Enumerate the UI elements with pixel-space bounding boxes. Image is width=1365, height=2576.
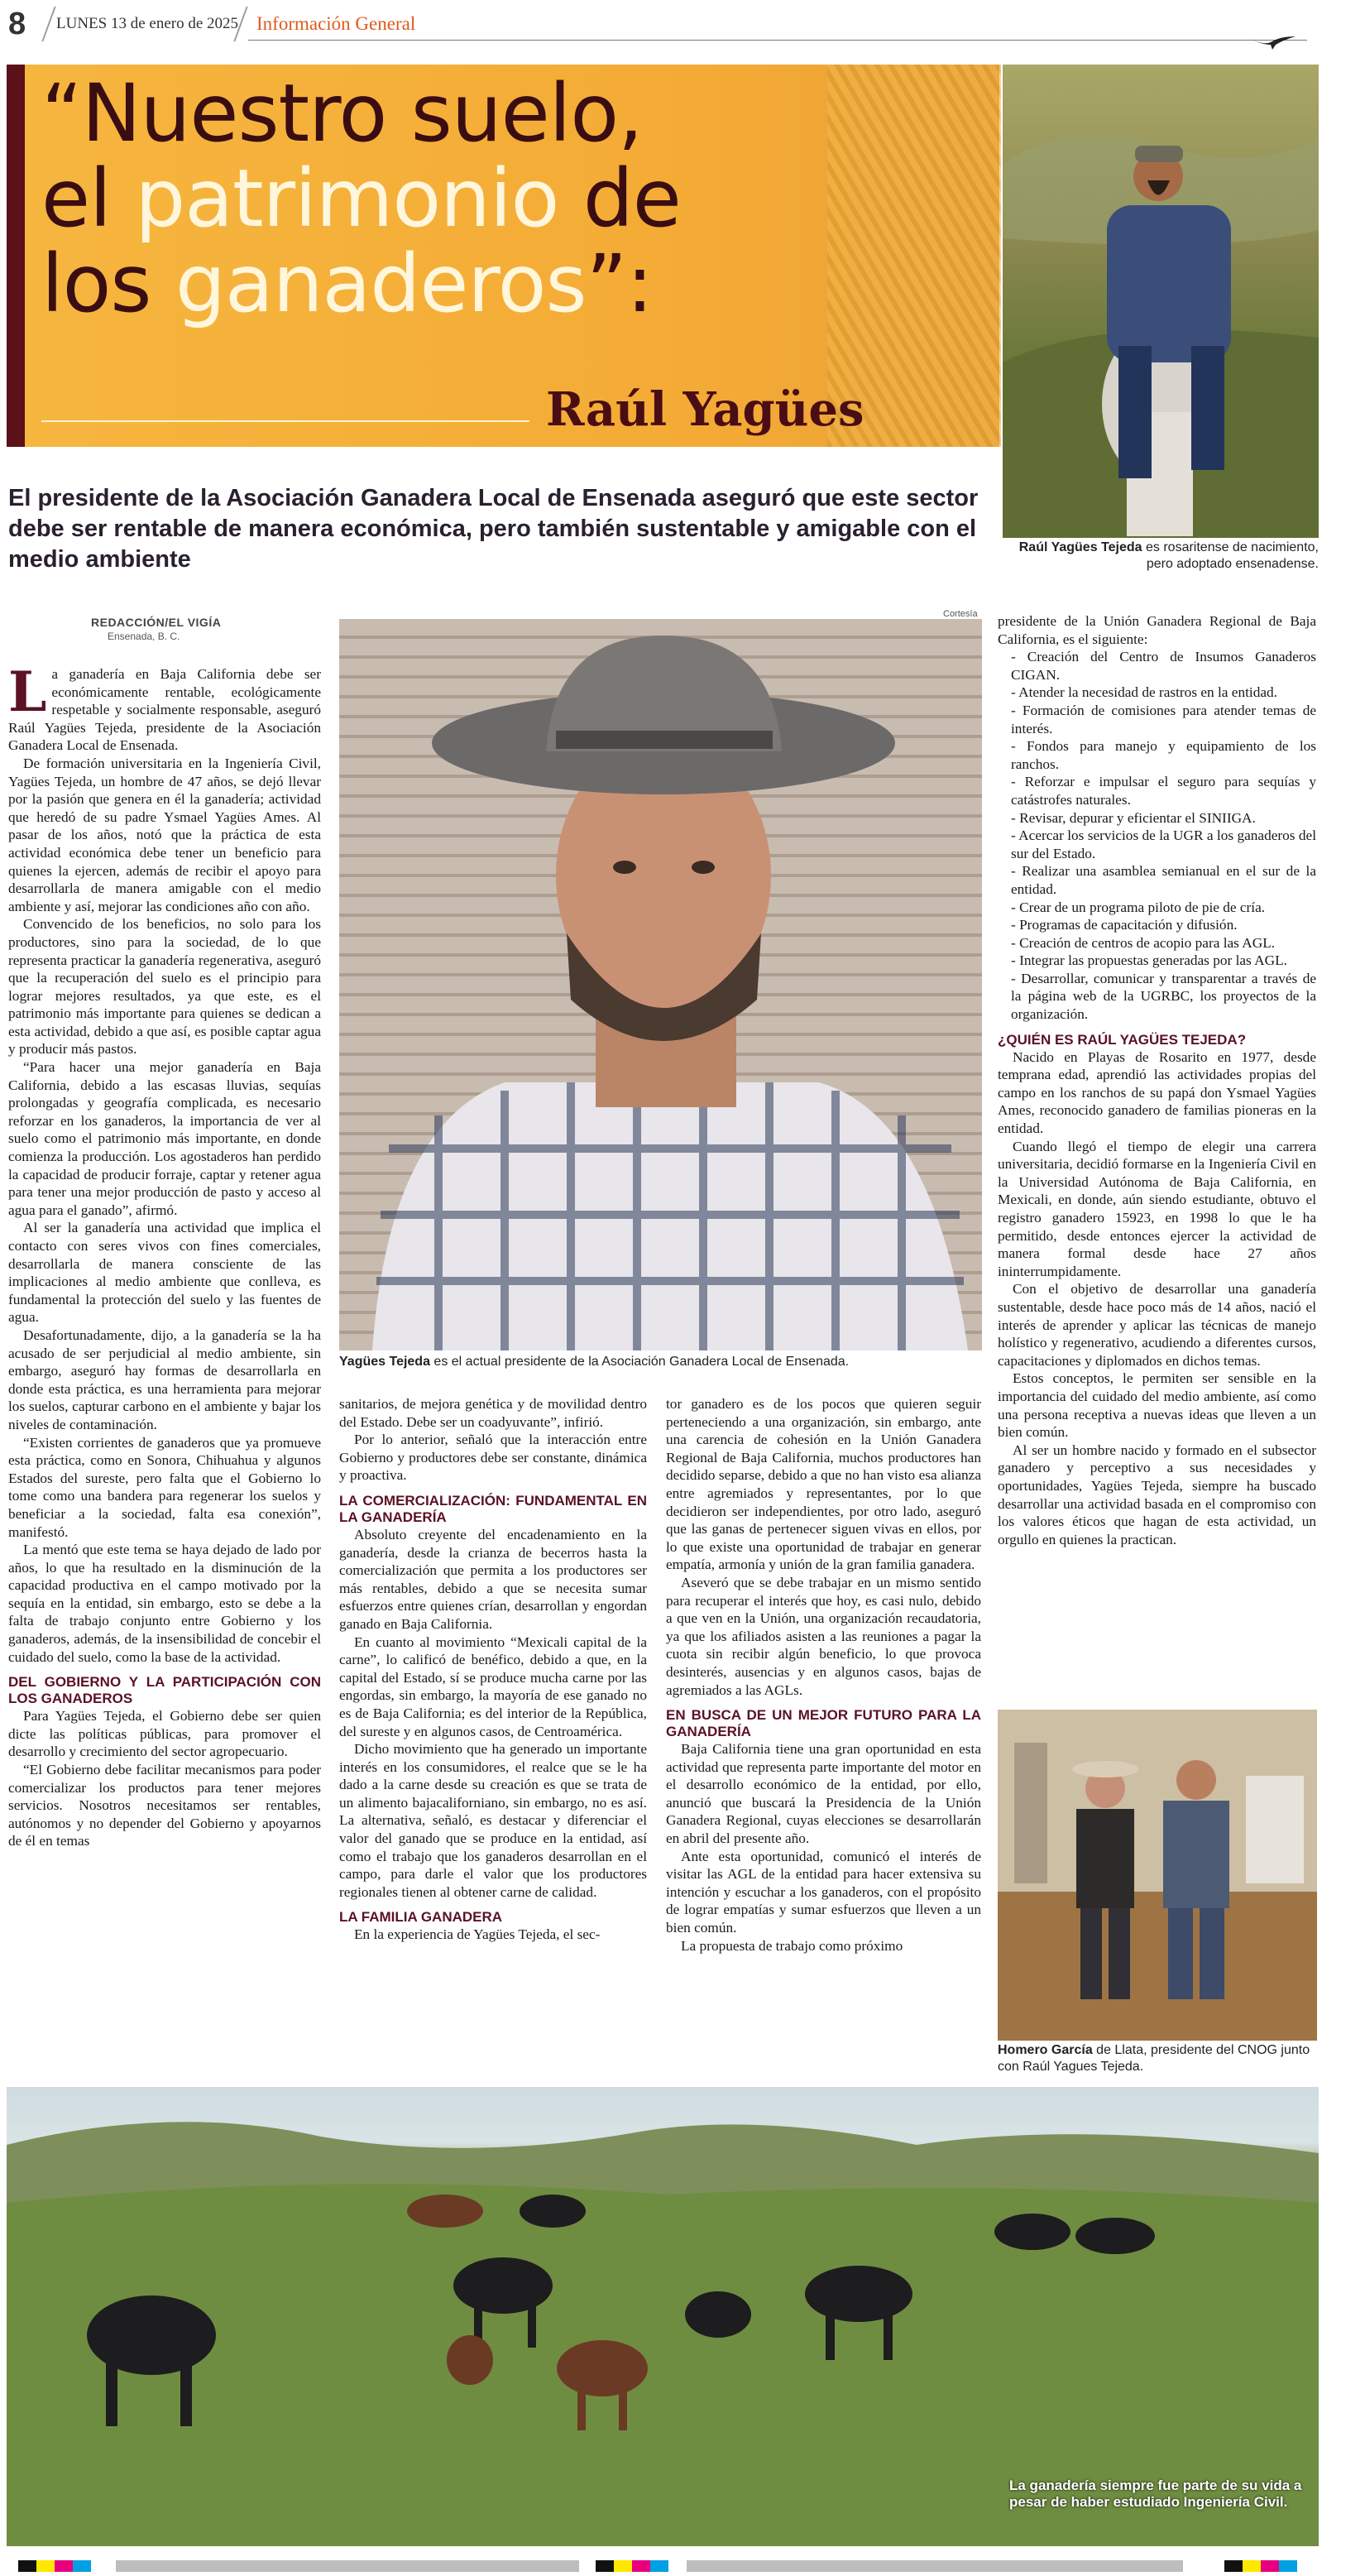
print-mark-black <box>596 2560 614 2572</box>
paragraph: presidente de la Unión Ganadera Regional de Baja California, es el siguiente: <box>998 613 1316 647</box>
headline-part: los <box>41 237 175 330</box>
caption-name: Homero García <box>998 2043 1093 2057</box>
paragraph: Aseveró que se debe trabajar en un mismo sentido para recuperar el interés que hoy, es casi nulo, debido a que ven en la Unión, una organización recaudatoria, ya que los afiliados asisten a las reuniones a pagar la cuota sin recibir algún beneficio, lo que provoca desinterés, ausencias y en algunos casos, bajas de agremiados a las AGLs. <box>666 1574 981 1698</box>
hero-accent-bar <box>7 65 25 447</box>
paragraph: “El Gobierno debe facilitar mecanismos para poder comercializar los productos para tener mejores servicios. Nosotros necesitamos ser rentables, autónomos y no depender del Gobierno y apoyarnos de él en temas <box>8 1762 321 1849</box>
subheading: LA FAMILIA GANADERA <box>339 1909 503 1926</box>
caption-text: es el actual presidente de la Asociación Ganadera Local de Ensenada. <box>429 1355 850 1369</box>
article-deck: El presidente de la Asociación Ganadera Local de Ensenada aseguró que este sector debe ser rentable de manera económica, pero también sustentable y amigable con el medio ambiente <box>8 485 979 573</box>
caption-name: Raúl Yagües Tejeda <box>1018 540 1142 554</box>
photo-two-men <box>998 1710 1317 2041</box>
headline-highlight: patrimonio <box>135 152 559 245</box>
byline-author: REDACCIÓN/EL VIGÍA <box>91 616 222 629</box>
photo-rider-on-horse <box>1003 65 1319 538</box>
article-column-4 <box>998 612 1316 1548</box>
paragraph: En la experiencia de Yagües Tejeda, el sec- <box>354 1926 601 1943</box>
paragraph: Cuando llegó el tiempo de elegir una carrera universitaria, decidió formarse en la Ingeniería Civil en la Universidad Autónoma de Baja California, en Mexicali, en donde, aún siendo estudiante, obtuvo el registro ganadero 15923, en 1998 lo que le ha permitido, desde entonces ejercer la actividad de manera formal desde hace 27 años ininterrumpidamente. <box>998 1138 1316 1279</box>
paragraph: Al ser un hombre nacido y formado en el subsector ganadero y perceptivo a sus necesidades y oportunidades, Yagües Tejeda, siempre ha buscado desarrollar una actividad basada en el compromiso con los valores éticos que hagan de esta actividad, un orgullo en quienes la practican. <box>998 1442 1316 1547</box>
list-item: - Programas de capacitación y difusión. <box>1011 917 1238 933</box>
paragraph: Ante esta oportunidad, comunicó el interés de visitar las AGL de la entidad para hacer extensiva su intención y escuchar a los ganaderos, con el propósito de lograr empatías y sumar esfuerzos que lleven a un bien común. <box>666 1848 981 1936</box>
photo-caption: La ganadería siempre fue parte de su vida a pesar de haber estudiado Ingeniería Civil. <box>1009 2478 1302 2510</box>
print-mark-yellow <box>1243 2560 1261 2572</box>
print-mark-magenta <box>632 2560 650 2572</box>
paragraph-text: a ganadería en Baja California debe ser económicamente rentable, ecológicamente respetable y socialmente responsable, aseguró Raúl Yagües Tejeda, presidente de la Asociación Ganadera Local de Ensenada. <box>8 666 321 754</box>
list-item: - Reforzar e impulsar el seguro para sequías y catástrofes naturales. <box>1011 774 1316 808</box>
photo-credit: Cortesía <box>943 609 978 619</box>
headline-rule <box>41 420 529 422</box>
headline-subject-name: Raúl Yagües <box>546 382 864 437</box>
paragraph: sanitarios, de mejora genética y de movilidad dentro del Estado. Debe ser un coadyuvante”, infirió. <box>339 1396 647 1430</box>
bird-logo-icon <box>1248 33 1297 56</box>
photo-caption <box>339 1355 984 1370</box>
paragraph: Con el objetivo de desarrollar una ganadería sustentable, desde hace poco más de 14 años, nació el interés de aprender y aplicar las técnicas de manejo holístico y regenerativo, acudiendo a diferentes cursos, capacitaciones y diplomados en dichos temas. <box>998 1281 1316 1369</box>
paragraph: De formación universitaria en la Ingeniería Civil, Yagües Tejeda, un hombre de 47 años, se dejó llevar por la pasión que genera en él la ganadería; actividad que heredó de su padre Ysmael Yagües Ames. Al pasar de los años, notó que la práctica de esta actividad económica debe tener un beneficio para quienes la ejercen, además de recibir el apoyo para desarrollarla de manera amigable con el medio ambiente y así, mejorar las condiciones año con año. <box>8 755 321 914</box>
list-item: - Acercar los servicios de la UGR a los ganaderos del sur del Estado. <box>1011 827 1316 861</box>
paragraph: Desafortunadamente, dijo, a la ganadería se la ha acusado de ser perjudicial al medio ambiente, sin embargo, aseguró hay formas de desarrollarla en donde esta práctica, es una herramienta para mejorar los suelos, capturar carbono en el ambiente y bajar los niveles de contaminación. <box>8 1326 321 1432</box>
print-mark-cyan <box>73 2560 91 2572</box>
paragraph: Dicho movimiento que ha generado un importante interés en los consumidores, el realce que se le ha dado a la carne desde su creación es que se trata de un alimento bajacaliforniano, sin embargo, no es así. La alternativa, señaló, es destacar y diferenciar el valor del ganado que se produce en la entidad, así como el trabajo que los ganaderos desarrollan en el campo, para darle el valor que los productores regionales tienen al obtener carne de calidad. <box>339 1741 647 1900</box>
issue-date: LUNES 13 de enero de 2025 <box>56 15 239 32</box>
print-mark-magenta <box>1261 2560 1279 2572</box>
page-number: 8 <box>8 7 26 41</box>
paragraph: “Existen corrientes de ganaderos que ya promueve esta práctica, como en Sonora, Chihuahua y algunos Estados del sureste, pero falta que el Gobierno lo tome como una bandera para regenerar los suelos y beneficiar a la sociedad, falta esa conexión”, manifestó. <box>8 1434 321 1540</box>
paragraph: Al ser la ganadería una actividad que implica el contacto con seres vivos con fines comerciales, desarrollarla de manera consciente de las implicaciones al medio ambiente que conlleva, es fundamental la protección del suelo y las fuentes de agua. <box>8 1220 321 1326</box>
subheading: EN BUSCA DE UN MEJOR FUTURO PARA LA GANADERÍA <box>666 1707 981 1740</box>
paragraph: En cuanto al movimiento “Mexicali capital de la carne”, lo calificó de benéfico, debido a que, en la capital del Estado, sí se produce mucha carne por las engordas, sin embargo, la mayoría de ese ganado no es de Baja California; es del interior de la República, del sureste y en algunos casos, de Centroamérica. <box>339 1633 647 1739</box>
subheading: DEL GOBIERNO Y LA PARTICIPACIÓN CON LOS GANADEROS <box>8 1674 321 1707</box>
list-item: - Desarrollar, comunicar y transparentar a través de la página web de la UGRBC, los proyectos de la organización. <box>1011 970 1316 1023</box>
header-rule <box>248 40 1307 41</box>
paragraph: Por lo anterior, señaló que la interacción entre Gobierno y productores debe ser constante, dinámica y proactiva. <box>339 1432 647 1484</box>
paragraph: Nacido en Playas de Rosarito en 1977, desde temprana edad, aprendió las actividades propias del campo en los ranchos de su papá don Ysmael Yagües Ames, reconocido ganadero de familias pioneras en la entidad. <box>998 1048 1316 1137</box>
byline-place: Ensenada, B. C. <box>108 631 180 642</box>
drop-cap: L <box>8 660 47 724</box>
headline-part: de <box>558 152 681 245</box>
headline-part: “Nuestro suelo, <box>41 67 643 160</box>
list-item: - Formación de comisiones para atender temas de interés. <box>1011 702 1316 736</box>
list-item: - Fondos para manejo y equipamiento de los ranchos. <box>1011 738 1316 772</box>
section-name: Información General <box>256 13 416 34</box>
list-item: - Realizar una asamblea semianual en el sur de la entidad. <box>1011 863 1316 897</box>
print-mark-cyan <box>1279 2560 1297 2572</box>
print-mark-yellow <box>36 2560 55 2572</box>
paragraph: Absoluto creyente del encadenamiento en la ganadería, desde la crianza de becerros hasta la comercialización que permita a los productores ser más rentables, debido a que se necesita sumar esfuerzos entre quienes crían, desarrollan y engordan ganado en Baja California. <box>339 1526 647 1632</box>
print-gray-bar <box>687 2560 1183 2572</box>
header-divider <box>41 7 55 41</box>
photo-caption <box>1003 540 1319 573</box>
headline-highlight: ganaderos <box>175 237 587 330</box>
list-item: - Revisar, depurar y eficientar el SINIIGA. <box>1011 809 1256 826</box>
print-mark-black <box>18 2560 36 2572</box>
subheading: LA COMERCIALIZACIÓN: FUNDAMENTAL EN LA GANADERÍA <box>339 1492 647 1525</box>
paragraph: Baja California tiene una gran oportunidad en esta actividad que representa parte importante del motor en el desarrollo económico de la entidad, por ello, anunció que buscará la Presidencia de la Unión Ganadera Regional, cuyas elecciones se desarrollarán en abril del presente año. <box>666 1741 981 1847</box>
paragraph: La mentó que este tema se haya dejado de lado por años, lo que ha resultado en la disminución de la capacidad productiva en el campo motivado por la sequía en la entidad, sin embargo, esto se debe a la falta de trabajo conjunto entre Gobierno y los ganaderos, además, de la insensibilidad de concebir el cuidado del suelo, como la base de la actividad. <box>8 1542 321 1665</box>
print-mark-yellow <box>614 2560 632 2572</box>
caption-name: Yagües Tejeda <box>339 1355 430 1369</box>
print-mark-magenta <box>55 2560 73 2572</box>
caption-text: es rosaritense de nacimiento, pero adoptado ensenadense. <box>1142 540 1319 571</box>
print-mark-cyan <box>650 2560 668 2572</box>
paragraph: tor ganadero es de los pocos que quieren seguir perteneciendo a una organización, sin embargo, ante una carencia de cohesión en la Unión Ganadera Regional de Baja California, muchos productores han decidido separse, debido a que no han visto esa alianza entre agremiados y representantes, por lo que decidieron ser independientes, por otro lado, aseguró que las ganas de pertenecer siguen vivas en ellos, por lo que existe una oportunidad de trabajar en generar empatía, armonía y unión de la gran familia ganadera. <box>666 1396 981 1573</box>
headline-part: ”: <box>586 237 653 330</box>
paragraph: Estos conceptos, le permiten ser sensible en la importancia del cuidado del medio ambiente, así como una persona receptiva a nuevas ideas que lleven a un bien común. <box>998 1370 1316 1441</box>
paragraph: Para Yagües Tejeda, el Gobierno debe ser quien dicte las políticas públicas, para promover el desarrollo y crecimiento del sector agropecuario. <box>8 1708 321 1760</box>
paragraph: Convencido de los beneficios, no solo para los productores, sino para la sociedad, de lo que representa practicar la ganadería regenerativa, aseguró que la recuperación del suelo es el principio para lograr mejores resultados, ya que este, es el patrimonio más importante para quienes se dedican a esta actividad, debido a que así, es posible captar agua y producir más pastos. <box>8 916 321 1058</box>
list-item: - Crear de un programa piloto de pie de cría. <box>1011 899 1266 915</box>
paragraph <box>8 660 321 755</box>
list-item: - Creación de centros de acopio para las AGL. <box>1011 934 1276 951</box>
list-item: - Atender la necesidad de rastros en la entidad. <box>1011 684 1277 701</box>
photo-caption <box>998 2042 1317 2075</box>
list-item: - Integrar las propuestas generadas por las AGL. <box>1011 952 1287 969</box>
article-column-3 <box>666 1395 981 1955</box>
headline <box>41 67 786 330</box>
photo-portrait <box>339 619 982 1350</box>
article-column-1 <box>8 660 321 1850</box>
caption-text: de Llata, presidente del CNOG junto con Raúl Yagues Tejeda. <box>998 2043 1310 2074</box>
subheading: ¿QUIÉN ES RAÚL YAGÜES TEJEDA? <box>998 1031 1247 1048</box>
print-mark-black <box>1224 2560 1243 2572</box>
print-gray-bar <box>116 2560 579 2572</box>
paragraph: La propuesta de trabajo como próximo <box>681 1937 903 1954</box>
paragraph: “Para hacer una mejor ganadería en Baja California, debido a las escasas lluvias, sequías prolongadas y geografía complicada, es necesario reforzar en los ganaderos, la importancia de ver al suelo como el patrimonio más importante, en donde comienza la producción. Los agostaderos han perdido la capacidad de producir forraje, captar y retener agua para tener una mejor producción de pasto y acceso al agua para el ganado”, afirmó. <box>8 1059 321 1218</box>
headline-part: el <box>41 152 136 245</box>
list-item: - Creación del Centro de Insumos Ganaderos CIGAN. <box>1011 649 1316 683</box>
article-column-2 <box>339 1395 647 1944</box>
